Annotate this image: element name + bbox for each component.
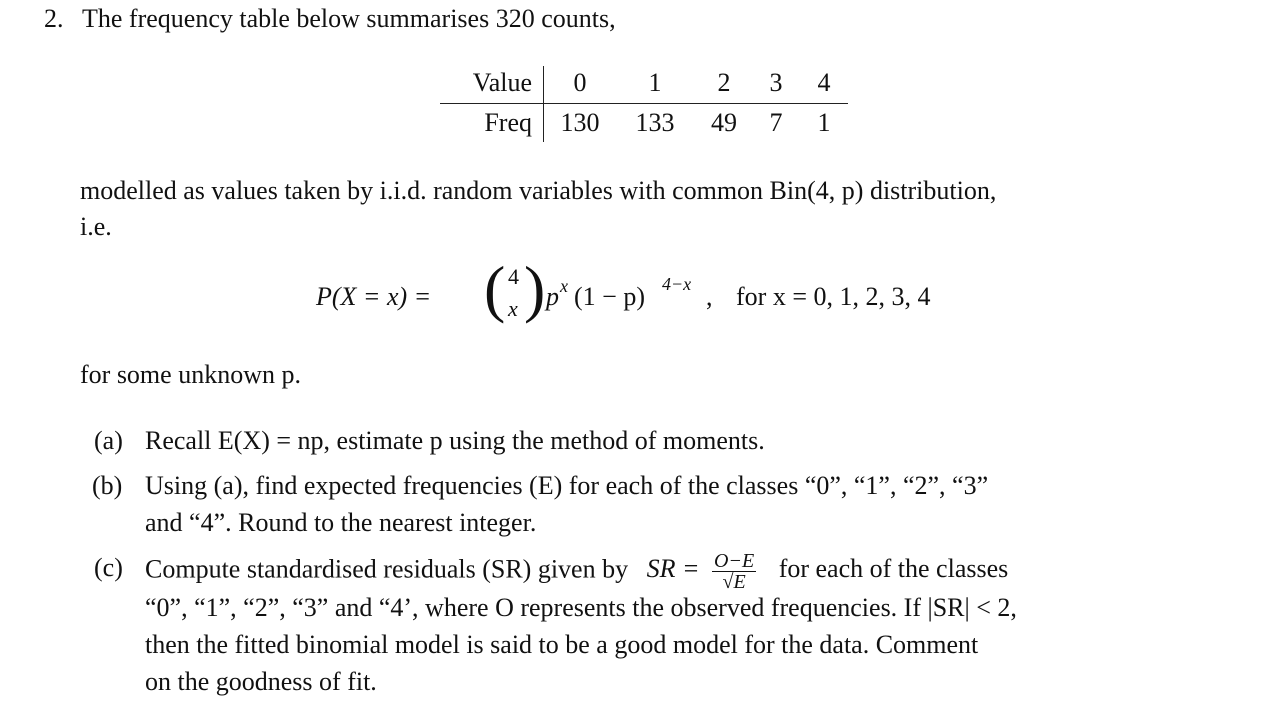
formula-exp-q: 4−x: [662, 274, 692, 294]
table-header-rule: [440, 103, 848, 104]
part-c-line-1: [145, 551, 1008, 592]
body-unknown: for some unknown p.: [80, 360, 301, 389]
binom-bottom: x: [508, 296, 518, 321]
part-c-post: for each of the classes: [778, 554, 1009, 584]
table-freq-cell: 49: [711, 108, 737, 137]
binom-top: 4: [508, 264, 519, 289]
table-row-label: Freq: [484, 108, 532, 137]
question-intro: The frequency table below summarises 320 counts,: [82, 4, 616, 33]
formula-comma: ,: [706, 282, 713, 311]
formula-q: (1 − p): [574, 282, 645, 311]
table-value-cell: 4: [817, 68, 831, 97]
table-freq-cell: 133: [635, 108, 675, 137]
sr-fraction-denominator: √E: [722, 571, 746, 593]
part-c-line-3: then the fitted binomial model is said to be a good model for the data. Comment: [145, 630, 979, 659]
body-line-1: modelled as values taken by i.i.d. random variables with common Bin(4, p) distribution,: [80, 176, 997, 205]
table-freq-cell: 1: [817, 108, 831, 137]
part-b-line-1: Using (a), find expected frequencies (E) for each of the classes “0”, “1”, “2”, “3”: [145, 471, 989, 500]
formula-exp-x: x: [560, 276, 568, 296]
part-c-line-2: “0”, “1”, “2”, “3” and “4’, where O represents the observed frequencies. If |SR| < 2,: [145, 593, 1017, 622]
part-b-line-2: and “4”. Round to the nearest integer.: [145, 508, 537, 537]
sr-fraction: [712, 551, 756, 592]
part-a-label: (a): [94, 426, 123, 455]
table-value-cell: 3: [769, 68, 783, 97]
part-c-label: (c): [94, 553, 123, 582]
part-c-line-4: on the goodness of fit.: [145, 667, 377, 696]
part-c-pre: Compute standardised residuals (SR) given by: [145, 554, 629, 584]
part-a-text: Recall E(X) = np, estimate p using the method of moments.: [145, 426, 765, 455]
sr-fraction-numerator: O−E: [714, 550, 755, 572]
body-line-2: i.e.: [80, 212, 112, 241]
table-value-cell: 0: [573, 68, 587, 97]
table-header-label: Value: [472, 68, 532, 97]
binomial-formula: [316, 253, 976, 342]
frequency-table: [440, 66, 848, 142]
binom-left-paren: (: [484, 253, 506, 324]
table-value-cell: 1: [648, 68, 662, 97]
table-column-rule: [543, 66, 544, 142]
formula-lhs: P(X = x) =: [316, 282, 432, 311]
table-freq-cell: 7: [769, 108, 783, 137]
table-freq-cell: 130: [560, 108, 600, 137]
binom-right-paren: ): [524, 253, 546, 324]
part-c-sr: SR =: [646, 554, 700, 584]
question-number: 2.: [44, 4, 64, 33]
formula-range: for x = 0, 1, 2, 3, 4: [736, 282, 931, 311]
table-value-cell: 2: [717, 68, 731, 97]
formula-p: p: [546, 282, 559, 311]
part-b-label: (b): [92, 471, 123, 500]
